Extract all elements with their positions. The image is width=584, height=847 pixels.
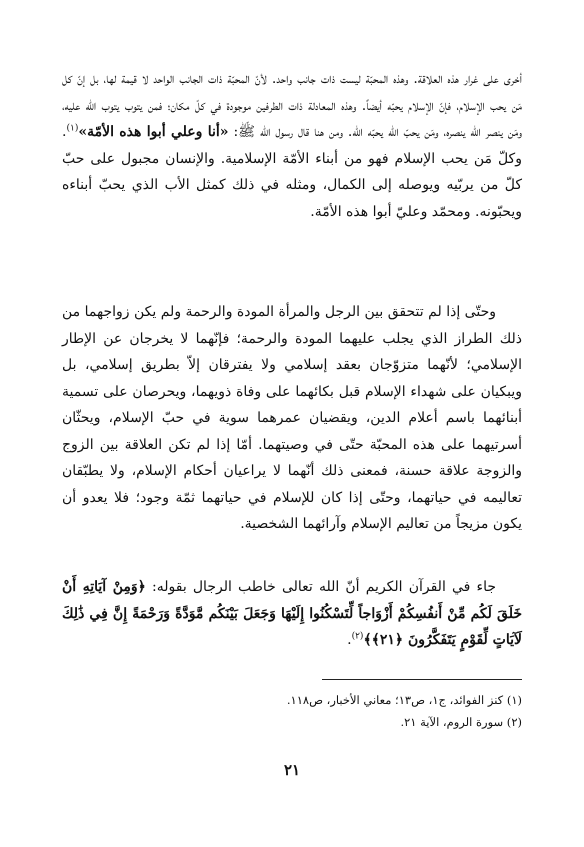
footnotes	[62, 689, 522, 733]
hadith-quote: «أنا وعلي أبوا هذه الأمّة»	[78, 124, 229, 140]
footnote-ref-2: (٢)	[351, 631, 364, 642]
paragraph-1-part-2: . وكلّ مَن يحب الإسلام فهو من أبناء الأمّة الإسلامية. والإنسان مجبول على حبّ كلّ من يربّيه ويوصله إلى الكمال، ومثله في ذلك كمثل الأب الذي يحبّ أبناءه ويحبّونه. ومحمّد وعليّ أبوا هذه الأمّة.	[62, 124, 522, 220]
paragraph-love-of-islam	[62, 66, 522, 225]
footnote-2: (٢) سورة الروم، الآية ٢١.	[400, 715, 522, 729]
paragraph-1-text	[62, 66, 522, 225]
paragraph-3-end: .	[347, 632, 352, 648]
paragraph-quran-verse	[62, 574, 522, 654]
footnote-ref-1: (١)	[66, 123, 79, 134]
paragraph-3-text	[62, 574, 522, 654]
paragraph-1-part-1: أخرى على غرار هذه العلاقة. وهذه المحبّة ليست ذات جانب واحد. لأنّ المحبّة ذات الجانب الواحد لا قيمة لها، بل إنّ كل مَن يحب الإسلام، فإنّ الإسلام يحبّه أيضاً. وهذه المعادلة ذات الطرفين موجودة في كلّ مكان؛ فمن يتوب يتوب الله عليه، ومَن ينصر الله ينصره، ومَن يحبّ الله يحبّه الله. ومن هنا قال رسول الله ﷺ:	[62, 71, 522, 140]
page-number: ٢١	[283, 761, 301, 779]
footnote-1: (١) كنز الفوائد، ج١، ص١٣؛ معاني الأخبار، ص١١٨.	[286, 693, 522, 707]
footnote-divider	[322, 679, 522, 680]
paragraph-2-text: وحتّى إذا لم تتحقق بين الرجل والمرأة المودة والرحمة ولم يكن زواجهما من ذلك الطراز الذي يجلب عليهما المودة والرحمة؛ فإنّهما لا يخرجان عن الإطار الإسلامي؛ لأنّهما متزوّجان بعقد إسلامي ولا يفترقان إلاّ بطريق إسلامي، بل ويبكيان على شهداء الإسلام قبل بكائهما على وفاة ذويهما، ويحرصان على تسمية أبنائهما باسم أعلام الدين، ويقضيان عمرهما سوية في حبّ الإسلام، ويحثّان أسرتيهما على هذه المحبّة حتّى في وصيتهما. أمّا إذا لم تكن العلاقة بين الزوج والزوجة علاقة حسنة، فمعنى ذلك أنّهما لا يراعيان أحكام الإسلام، ولا يطبّقان تعاليمه في حياتهما، وحتّى إذا كان للإسلام في حياتهما ثمّة وجود؛ فلا يعدو أن يكون مزيجاً من تعاليم الإسلام وآرائهما الشخصية.	[62, 304, 522, 532]
quran-verse: ﴿وَمِنْ آيَاتِهِ أَنْ خَلَقَ لَكُم مِّنْ أَنفُسِكُمْ أَزْوَاجاً لِّتَسْكُنُوا إِلَيْهَا وَجَعَلَ بَيْنَكُم مَّوَدَّةً وَرَحْمَةً إِنَّ فِي ذَٰلِكَ لَآيَاتٍ لِّقَوْمٍ يَتَفَكَّرُونَ ﴿٢١﴾﴾	[62, 579, 522, 648]
paragraph-3-intro: جاء في القرآن الكريم أنّ الله تعالى خاطب الرجال بقوله:	[145, 579, 496, 595]
paragraph-marriage	[62, 299, 522, 538]
